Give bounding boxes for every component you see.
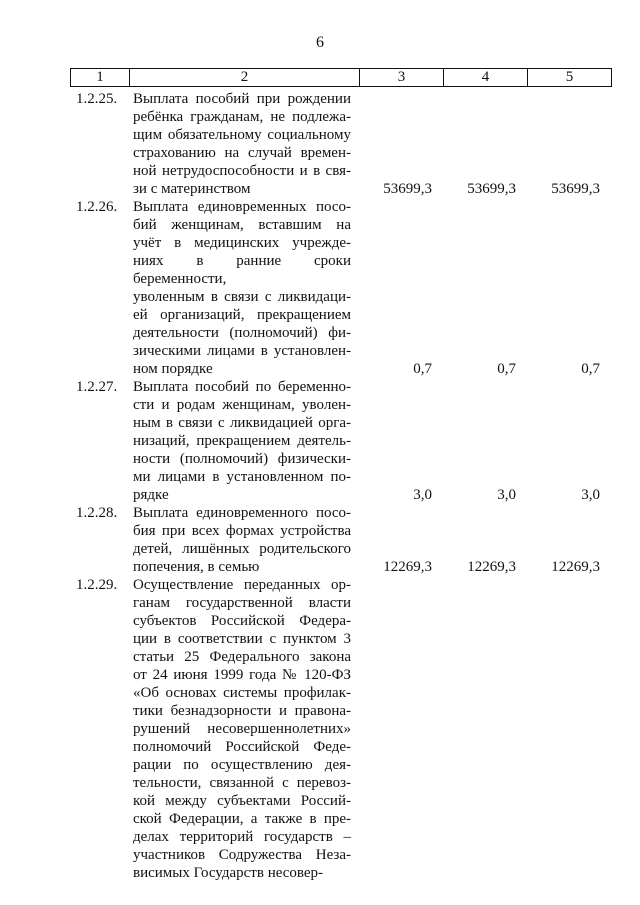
header-col-3: 3 — [360, 69, 444, 87]
description-line: тики безнадзорности и правона- — [133, 703, 351, 719]
description-line: детей, лишённых родительского — [133, 541, 351, 557]
description-line: бий женщинам, вставшим на — [133, 217, 351, 233]
table-row — [0, 576, 640, 882]
description-line: ниях в ранние сроки беременности, — [133, 253, 351, 287]
row-code: 1.2.26. — [76, 199, 118, 215]
value-col-3: 3,0 — [413, 487, 432, 503]
description-line: ей организаций, прекращением — [133, 307, 351, 323]
table-header — [70, 68, 612, 87]
description-line: низаций, прекращением деятель- — [133, 433, 351, 449]
description-line: зи с материнством — [133, 181, 251, 197]
description-line: тельности, связанной с перевоз- — [133, 775, 351, 791]
value-col-5: 53699,3 — [551, 181, 600, 197]
description-line: зическими лицами в установлен- — [133, 343, 351, 359]
description-line: полномочий Российской Феде- — [133, 739, 351, 755]
description-line: бия при всех формах устройства — [133, 523, 351, 539]
description-line: Выплата пособий при рождении — [133, 91, 351, 107]
table-row — [0, 504, 640, 576]
table-row — [0, 90, 640, 198]
table-row — [0, 378, 640, 504]
description-line: ной нетрудоспособности и в свя- — [133, 163, 351, 179]
description-line: ным в связи с ликвидацией орга- — [133, 415, 351, 431]
header-col-5: 5 — [528, 69, 612, 87]
row-code: 1.2.29. — [76, 577, 118, 593]
description-line: участников Содружества Неза- — [133, 847, 351, 863]
value-col-5: 12269,3 — [551, 559, 600, 575]
row-description — [133, 90, 351, 198]
row-code: 1.2.28. — [76, 505, 118, 521]
description-line: «Об основах системы профилак- — [133, 685, 351, 701]
header-col-4: 4 — [444, 69, 528, 87]
description-line: ции в соответствии с пунктом 3 — [133, 631, 351, 647]
header-col-1: 1 — [71, 69, 130, 87]
description-line: деятельности (полномочий) фи- — [133, 325, 351, 341]
value-col-4: 3,0 — [497, 487, 516, 503]
description-line: Осуществление переданных ор- — [133, 577, 351, 593]
value-col-4: 12269,3 — [467, 559, 516, 575]
description-line: ской Федерации, а также в пре- — [133, 811, 351, 827]
header-col-2: 2 — [130, 69, 360, 87]
description-line: попечения, в семью — [133, 559, 260, 575]
description-line: ребёнка гражданам, не подлежа- — [133, 109, 351, 125]
description-line: субъектов Российской Федера- — [133, 613, 351, 629]
description-line: от 24 июня 1999 года № 120-ФЗ — [133, 667, 351, 683]
row-description — [133, 504, 351, 576]
description-line: страхованию на случай времен- — [133, 145, 351, 161]
description-line: Выплата единовременного посо- — [133, 505, 351, 521]
row-description — [133, 576, 351, 882]
value-col-3: 53699,3 — [383, 181, 432, 197]
row-description — [133, 198, 351, 378]
value-col-5: 3,0 — [581, 487, 600, 503]
description-line: висимых Государств несовер- — [133, 865, 324, 881]
description-line: учёт в медицинских учрежде- — [133, 235, 351, 251]
description-line: ми лицами в установленном по- — [133, 469, 351, 485]
description-line: щим обязательному социальному — [133, 127, 351, 143]
description-line: рушений несовершеннолетних» — [133, 721, 351, 737]
description-line: Выплата единовременных посо- — [133, 199, 351, 215]
value-col-4: 53699,3 — [467, 181, 516, 197]
value-col-4: 0,7 — [497, 361, 516, 377]
value-col-5: 0,7 — [581, 361, 600, 377]
row-code: 1.2.27. — [76, 379, 118, 395]
value-col-3: 12269,3 — [383, 559, 432, 575]
description-line: делах территорий государств – — [133, 829, 351, 845]
description-line: ности (полномочий) физически- — [133, 451, 351, 467]
description-line: рядке — [133, 487, 169, 503]
description-line: сти и родам женщинам, уволен- — [133, 397, 351, 413]
page-number: 6 — [316, 34, 324, 51]
description-line: рации по осуществлению дея- — [133, 757, 351, 773]
description-line: ганам государственной власти — [133, 595, 351, 611]
table-body — [0, 90, 640, 882]
description-line: ном порядке — [133, 361, 213, 377]
description-line: Выплата пособий по беременно- — [133, 379, 351, 395]
row-description — [133, 378, 351, 504]
description-line: кой между субъектами Россий- — [133, 793, 351, 809]
value-col-3: 0,7 — [413, 361, 432, 377]
description-line: статьи 25 Федерального закона — [133, 649, 351, 665]
row-code: 1.2.25. — [76, 91, 118, 107]
table-row — [0, 198, 640, 378]
description-line: уволенным в связи с ликвидаци- — [133, 289, 351, 305]
